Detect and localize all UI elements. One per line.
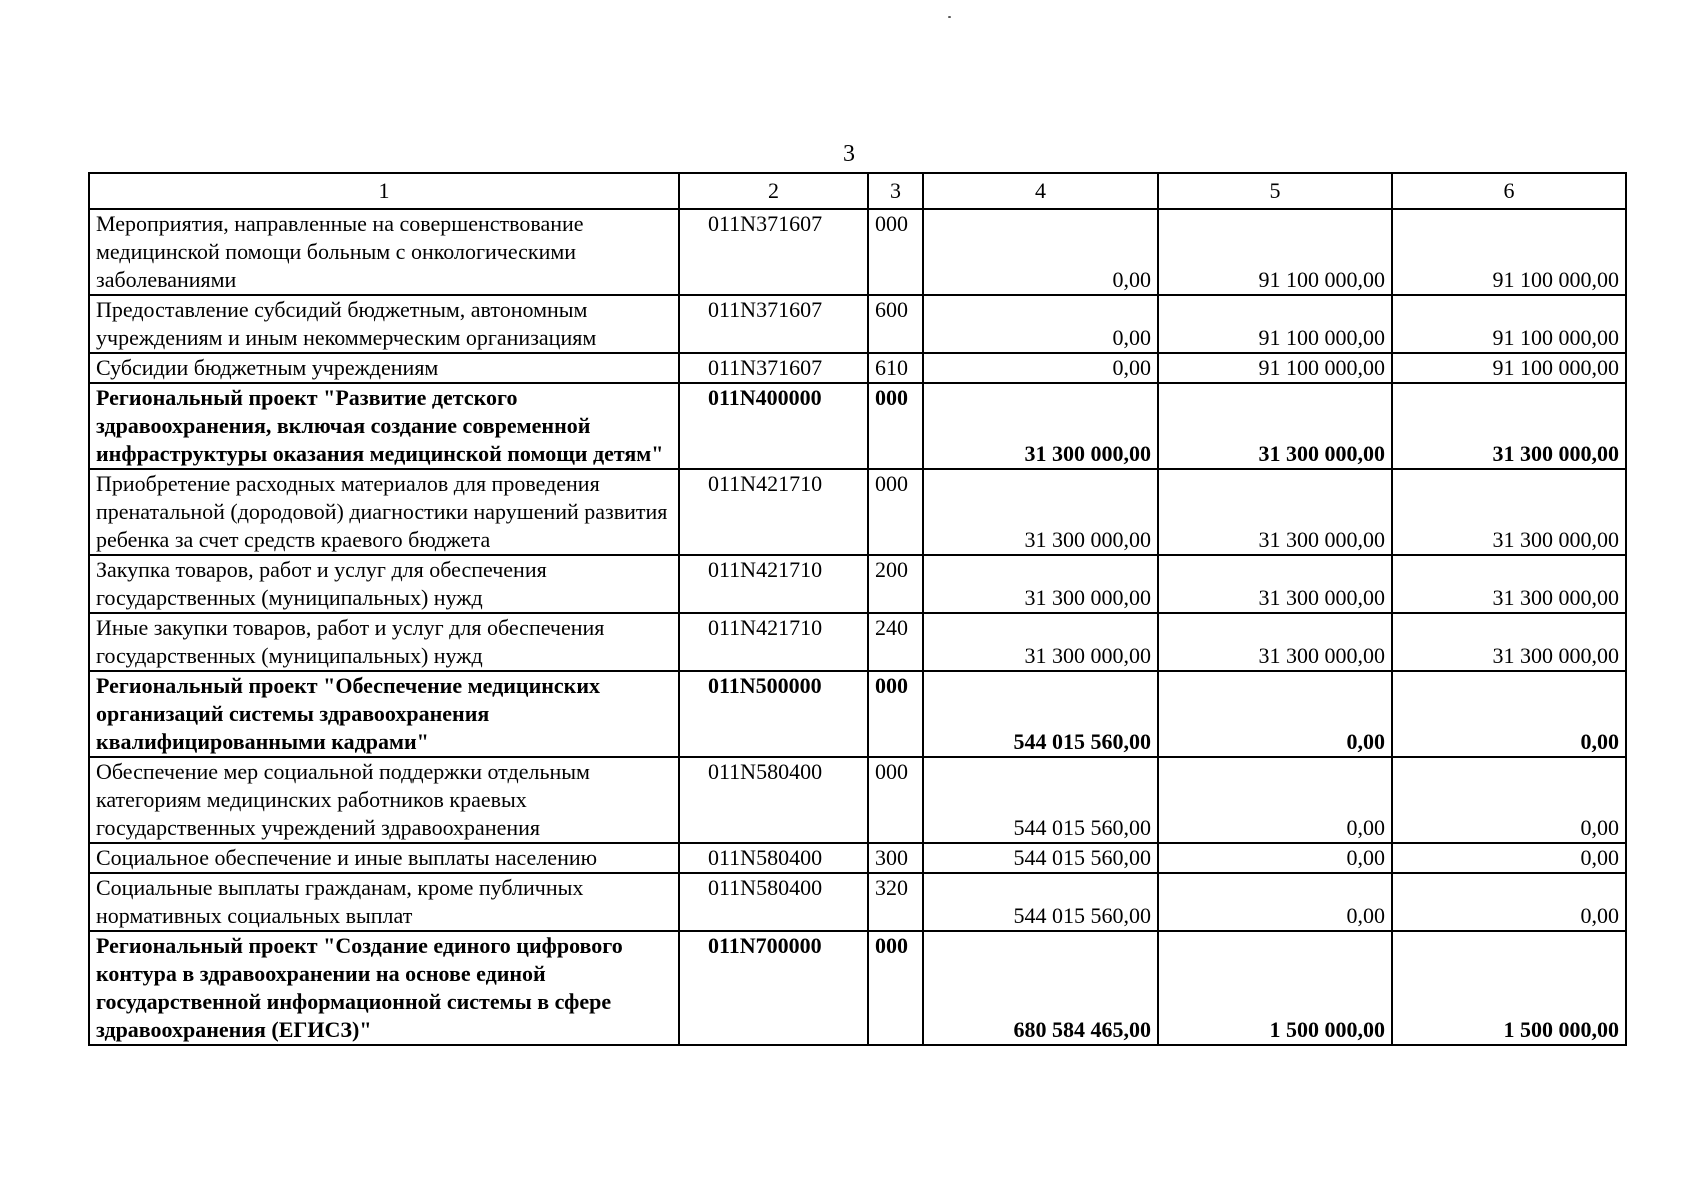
row-value-col-6: 91 100 000,00 xyxy=(1392,353,1626,383)
row-value-col-4: 31 300 000,00 xyxy=(923,469,1158,555)
row-expense-type: 000 xyxy=(868,931,923,1045)
row-value-col-5: 31 300 000,00 xyxy=(1158,469,1392,555)
row-value-col-5: 91 100 000,00 xyxy=(1158,209,1392,295)
row-value-col-5: 31 300 000,00 xyxy=(1158,613,1392,671)
header-col-3: 3 xyxy=(868,173,923,209)
row-name: Социальное обеспечение и иные выплаты населению xyxy=(89,843,679,873)
row-expense-type: 000 xyxy=(868,469,923,555)
row-value-col-6: 0,00 xyxy=(1392,873,1626,931)
row-code: 011N400000 xyxy=(679,383,868,469)
row-code: 011N371607 xyxy=(679,295,868,353)
row-code: 011N580400 xyxy=(679,757,868,843)
row-value-col-5: 31 300 000,00 xyxy=(1158,555,1392,613)
row-expense-type: 610 xyxy=(868,353,923,383)
row-value-col-5: 0,00 xyxy=(1158,843,1392,873)
row-value-col-4: 0,00 xyxy=(923,295,1158,353)
row-value-col-6: 0,00 xyxy=(1392,671,1626,757)
table-row xyxy=(89,757,1626,843)
table-row xyxy=(89,843,1626,873)
row-value-col-4: 544 015 560,00 xyxy=(923,843,1158,873)
row-value-col-5: 31 300 000,00 xyxy=(1158,383,1392,469)
row-name: Обеспечение мер социальной поддержки отдельным категориям медицинских работников краевых государственных учреждений здравоохранения xyxy=(89,757,679,843)
row-code: 011N421710 xyxy=(679,469,868,555)
row-value-col-5: 0,00 xyxy=(1158,671,1392,757)
row-expense-type: 000 xyxy=(868,209,923,295)
row-expense-type: 000 xyxy=(868,383,923,469)
budget-table xyxy=(88,172,1627,1046)
table-row xyxy=(89,209,1626,295)
table-row xyxy=(89,555,1626,613)
row-value-col-4: 31 300 000,00 xyxy=(923,383,1158,469)
row-value-col-6: 31 300 000,00 xyxy=(1392,555,1626,613)
row-code: 011N700000 xyxy=(679,931,868,1045)
row-code: 011N371607 xyxy=(679,209,868,295)
row-value-col-4: 544 015 560,00 xyxy=(923,671,1158,757)
row-name: Закупка товаров, работ и услуг для обеспечения государственных (муниципальных) нужд xyxy=(89,555,679,613)
row-expense-type: 600 xyxy=(868,295,923,353)
row-expense-type: 000 xyxy=(868,671,923,757)
row-name: Предоставление субсидий бюджетным, автономным учреждениям и иным некоммерческим организациям xyxy=(89,295,679,353)
row-expense-type: 320 xyxy=(868,873,923,931)
row-code: 011N421710 xyxy=(679,613,868,671)
header-col-1: 1 xyxy=(89,173,679,209)
row-value-col-6: 0,00 xyxy=(1392,757,1626,843)
row-name: Субсидии бюджетным учреждениям xyxy=(89,353,679,383)
row-value-col-5: 91 100 000,00 xyxy=(1158,353,1392,383)
row-expense-type: 000 xyxy=(868,757,923,843)
row-value-col-5: 0,00 xyxy=(1158,757,1392,843)
row-value-col-4: 31 300 000,00 xyxy=(923,613,1158,671)
row-value-col-4: 0,00 xyxy=(923,353,1158,383)
row-name: Региональный проект "Обеспечение медицинских организаций системы здравоохранения квалифицированными кадрами" xyxy=(89,671,679,757)
row-value-col-4: 680 584 465,00 xyxy=(923,931,1158,1045)
row-name: Приобретение расходных материалов для проведения пренатальной (дородовой) диагностики нарушений развития ребенка за счет средств краевого бюджета xyxy=(89,469,679,555)
row-value-col-5: 91 100 000,00 xyxy=(1158,295,1392,353)
table-row xyxy=(89,613,1626,671)
table-row xyxy=(89,873,1626,931)
row-value-col-4: 0,00 xyxy=(923,209,1158,295)
table-row xyxy=(89,383,1626,469)
row-code: 011N421710 xyxy=(679,555,868,613)
row-value-col-6: 31 300 000,00 xyxy=(1392,383,1626,469)
row-value-col-6: 91 100 000,00 xyxy=(1392,209,1626,295)
row-value-col-4: 544 015 560,00 xyxy=(923,873,1158,931)
table-row xyxy=(89,353,1626,383)
table-row xyxy=(89,931,1626,1045)
row-name: Социальные выплаты гражданам, кроме публичных нормативных социальных выплат xyxy=(89,873,679,931)
scan-speck-top xyxy=(948,16,951,18)
row-value-col-4: 31 300 000,00 xyxy=(923,555,1158,613)
header-col-5: 5 xyxy=(1158,173,1392,209)
table-body xyxy=(89,209,1626,1045)
table-row xyxy=(89,295,1626,353)
table-row xyxy=(89,671,1626,757)
row-value-col-6: 91 100 000,00 xyxy=(1392,295,1626,353)
row-expense-type: 240 xyxy=(868,613,923,671)
row-value-col-5: 1 500 000,00 xyxy=(1158,931,1392,1045)
header-col-4: 4 xyxy=(923,173,1158,209)
header-row xyxy=(89,173,1626,209)
header-col-6: 6 xyxy=(1392,173,1626,209)
row-value-col-6: 1 500 000,00 xyxy=(1392,931,1626,1045)
row-value-col-6: 0,00 xyxy=(1392,843,1626,873)
row-value-col-6: 31 300 000,00 xyxy=(1392,613,1626,671)
row-value-col-5: 0,00 xyxy=(1158,873,1392,931)
table-row xyxy=(89,469,1626,555)
row-name: Региональный проект "Развитие детского здравоохранения, включая создание современной инфраструктуры оказания медицинской помощи детям" xyxy=(89,383,679,469)
row-code: 011N580400 xyxy=(679,873,868,931)
row-name: Региональный проект "Создание единого цифрового контура в здравоохранении на основе единой государственной информационной системы в сфере здравоохранения (ЕГИСЗ)" xyxy=(89,931,679,1045)
row-name: Иные закупки товаров, работ и услуг для обеспечения государственных (муниципальных) нужд xyxy=(89,613,679,671)
row-value-col-6: 31 300 000,00 xyxy=(1392,469,1626,555)
row-expense-type: 200 xyxy=(868,555,923,613)
row-code: 011N580400 xyxy=(679,843,868,873)
page-number: 3 xyxy=(843,141,855,167)
header-col-2: 2 xyxy=(679,173,868,209)
row-expense-type: 300 xyxy=(868,843,923,873)
row-code: 011N371607 xyxy=(679,353,868,383)
row-code: 011N500000 xyxy=(679,671,868,757)
row-name: Мероприятия, направленные на совершенствование медицинской помощи больным с онкологическими заболеваниями xyxy=(89,209,679,295)
row-value-col-4: 544 015 560,00 xyxy=(923,757,1158,843)
